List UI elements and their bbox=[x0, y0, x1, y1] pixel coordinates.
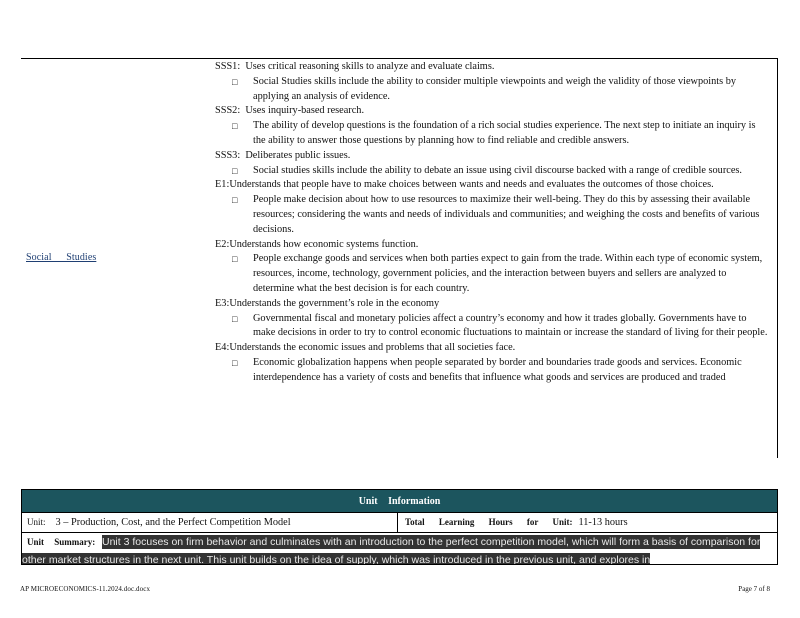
standard-text: Uses critical reasoning skills to analyze and evaluate claims. bbox=[245, 61, 495, 72]
standards-list bbox=[215, 60, 770, 386]
standard-bullet: □ Social studies skills include the ability to debate an issue using civil discourse backed with a range of credible sources. bbox=[215, 164, 770, 179]
standard-code: E4: bbox=[215, 342, 230, 354]
standard-bullet: □ Governmental fiscal and monetary policies affect a country’s economy and how it trades globally. Governments have to make decisions in order to try to control economic fluctuations to maintain or increase the standard of living for their people. bbox=[232, 312, 768, 339]
standard-item bbox=[215, 149, 770, 179]
standard-code: E1: bbox=[215, 179, 230, 191]
unit-title: 3 – Production, Cost, and the Perfect Competition Model bbox=[55, 517, 291, 528]
standard-bullet: □ Economic globalization happens when people separated by border and boundaries trade goods and services. Economic interdependence has a variety of costs and benefits that influence what goods and services are produced and traded bbox=[232, 356, 742, 383]
unit-information-table bbox=[21, 489, 778, 567]
bullet-icon: □ bbox=[232, 165, 238, 176]
unit-label: Unit: bbox=[27, 517, 46, 527]
standard-bullet: □ People exchange goods and services when both parties expect to gain from the trade. Within each type of economic system, resources, income, technology, government policies, and the interaction between buyers and sellers are analyzed to determine what the best decision is for each country. bbox=[232, 253, 763, 294]
summary-label: Unit Summary: bbox=[27, 537, 96, 547]
bullet-icon: □ bbox=[232, 121, 238, 132]
standard-code: SSS3: bbox=[215, 149, 241, 161]
unit-information-header: Unit Information bbox=[21, 489, 778, 513]
standard-text: Uses inquiry-based research. bbox=[245, 105, 365, 117]
hours-label: Total Learning Hours for Unit: bbox=[405, 517, 573, 527]
standard-code: SSS1: bbox=[215, 61, 241, 72]
summary-text: Unit 3 focuses on firm behavior and culminates with an introduction to the perfect competition model, which will form a basis of comparison for other market structures in the next unit. This unit builds on the idea of supply, which was introduced in the previous unit, and explores in bbox=[22, 536, 761, 565]
footer-page-number: Page 7 of 8 bbox=[738, 585, 770, 593]
standard-code: E3: bbox=[215, 297, 230, 309]
standard-code: SSS2: bbox=[215, 105, 241, 117]
standard-item bbox=[215, 178, 770, 237]
bullet-icon: □ bbox=[232, 357, 238, 368]
unit-title-row bbox=[21, 513, 778, 533]
table-top-rule bbox=[21, 58, 778, 59]
standard-item bbox=[215, 297, 770, 341]
standard-item bbox=[215, 104, 770, 148]
standard-bullet: □ The ability of develop questions is the foundation of a rich social studies experience. The next step to initiate an inquiry is the ability to answer those questions by planning how to find reliable and credible answers. bbox=[232, 120, 756, 146]
unit-summary-row bbox=[21, 533, 778, 565]
standard-item bbox=[215, 238, 770, 297]
unit-title-cell bbox=[22, 513, 398, 532]
standard-text: Deliberates public issues. bbox=[245, 149, 351, 161]
standard-text: Understands how economic systems function. bbox=[229, 238, 419, 250]
standard-text: Understands that people have to make choices between wants and needs and evaluates the outcomes of those choices. bbox=[229, 179, 714, 191]
standard-bullet: □ Social Studies skills include the ability to consider multiple viewpoints and weigh the validity of those viewpoints by applying an analysis of evidence. bbox=[232, 75, 737, 102]
standard-item bbox=[215, 60, 770, 104]
subject-label: Social Studies bbox=[26, 252, 97, 263]
footer-filename: AP MICROECONOMICS-11.2024.doc.docx bbox=[20, 585, 151, 593]
bullet-icon: □ bbox=[232, 254, 238, 265]
bullet-icon: □ bbox=[232, 313, 238, 324]
unit-hours-cell bbox=[399, 513, 777, 532]
bullet-icon: □ bbox=[232, 195, 238, 206]
hours-value: 11-13 hours bbox=[578, 517, 628, 528]
bullet-icon: □ bbox=[232, 76, 238, 87]
standard-item bbox=[215, 341, 770, 385]
table-right-rule bbox=[777, 58, 778, 458]
standard-text: Understands the economic issues and problems that all societies face. bbox=[229, 342, 516, 354]
standard-text: Understands the government’s role in the economy bbox=[229, 297, 440, 309]
standard-code: E2: bbox=[215, 238, 230, 250]
standard-bullet: □ People make decision about how to use resources to maximize their well-being. They do this by assessing their available resources; considering the wants and needs of individuals and communities; and weighing the costs and benefits of various decisions. bbox=[232, 194, 760, 235]
